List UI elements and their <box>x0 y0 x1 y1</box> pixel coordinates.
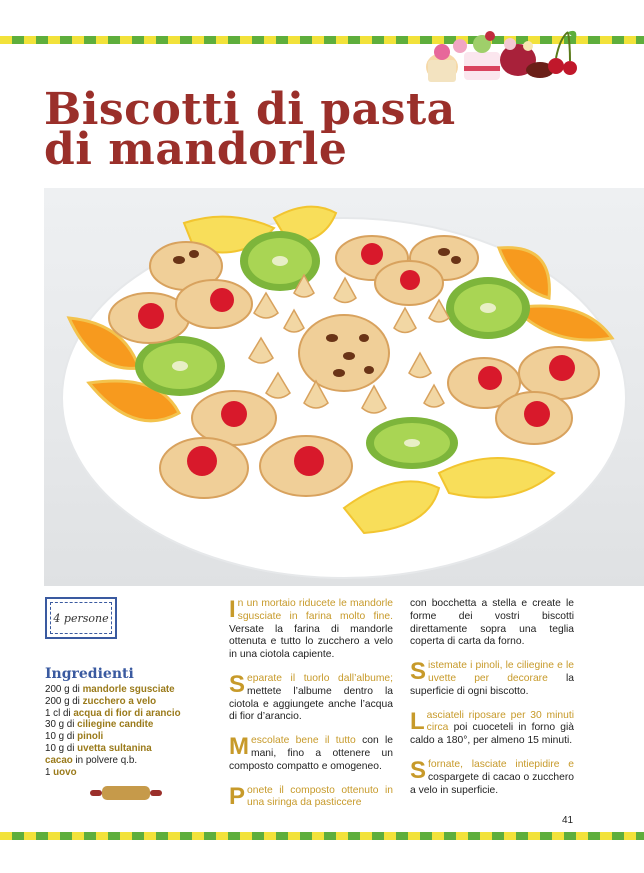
bottom-stripe <box>0 832 644 840</box>
step-paragraph: Ponete il composto ottenuto in una siringa da pasticcere <box>229 782 393 810</box>
title-line-2: di mandorle <box>44 124 348 175</box>
ingredient-item: 200 g di mandorle sgusciate <box>45 684 175 695</box>
step-paragraph: Sfornate, lasciate intiepidire e cospargete di cacao o zucchero a velo in superficie. <box>410 756 574 796</box>
step-paragraph: Lasciateli riposare per 30 minuti circa poi cuoceteli in forno già caldo a 180°, per almeno 15 minuti. <box>410 707 574 747</box>
cookie-plate-photo <box>44 188 644 586</box>
ingredient-item: 1 cl di acqua di fior di arancio <box>45 707 181 719</box>
ingredient-item: 30 g di ciliegine candite <box>45 719 154 731</box>
servings-label: 4 persone <box>50 602 112 634</box>
page-title <box>44 84 456 175</box>
ingredients-title: Ingredienti <box>45 666 134 682</box>
ingredient-item: 10 g di pinoli <box>45 731 104 743</box>
steps-column-2 <box>410 598 574 808</box>
ingredient-item: cacao in polvere q.b. <box>45 754 138 766</box>
step-continuation: con bocchetta a stella e create le forme dei vostri biscotti direttamente sopra una teglia coperta di carta da forno. <box>410 598 574 648</box>
servings-badge <box>45 597 117 639</box>
rolling-pin-icon <box>90 785 162 801</box>
ingredients-list <box>45 684 181 778</box>
ingredient-item: 10 g di uvetta sultanina <box>45 742 152 754</box>
step-paragraph: Mescolate bene il tutto con le mani, fino a ottenere un composto compatto e omogeneo. <box>229 733 394 772</box>
dessert-illustration <box>420 22 580 92</box>
ingredient-item: 200 g di zucchero a velo <box>45 695 157 707</box>
page-number: 41 <box>562 815 574 826</box>
title-line-1: Biscotti di pasta <box>44 84 456 135</box>
step-paragraph: In un mortaio riducete le mandorle sgusciate in farina molto fine. Versate la farina di mandorle ottenuta e tutto lo zucchero a velo in una ciotola capiente. <box>229 596 393 661</box>
ingredient-item: 1 uovo <box>45 766 77 778</box>
steps-column-1 <box>229 598 393 821</box>
step-paragraph: Sistemate i pinoli, le ciliegine e le uvette per decorare la superficie di ogni biscotto. <box>410 658 574 697</box>
step-paragraph: Separate il tuorlo dall’albume; mettete l’albume dentro la ciotola e aggiungete anche l’acqua di fior d’arancio. <box>229 670 393 723</box>
